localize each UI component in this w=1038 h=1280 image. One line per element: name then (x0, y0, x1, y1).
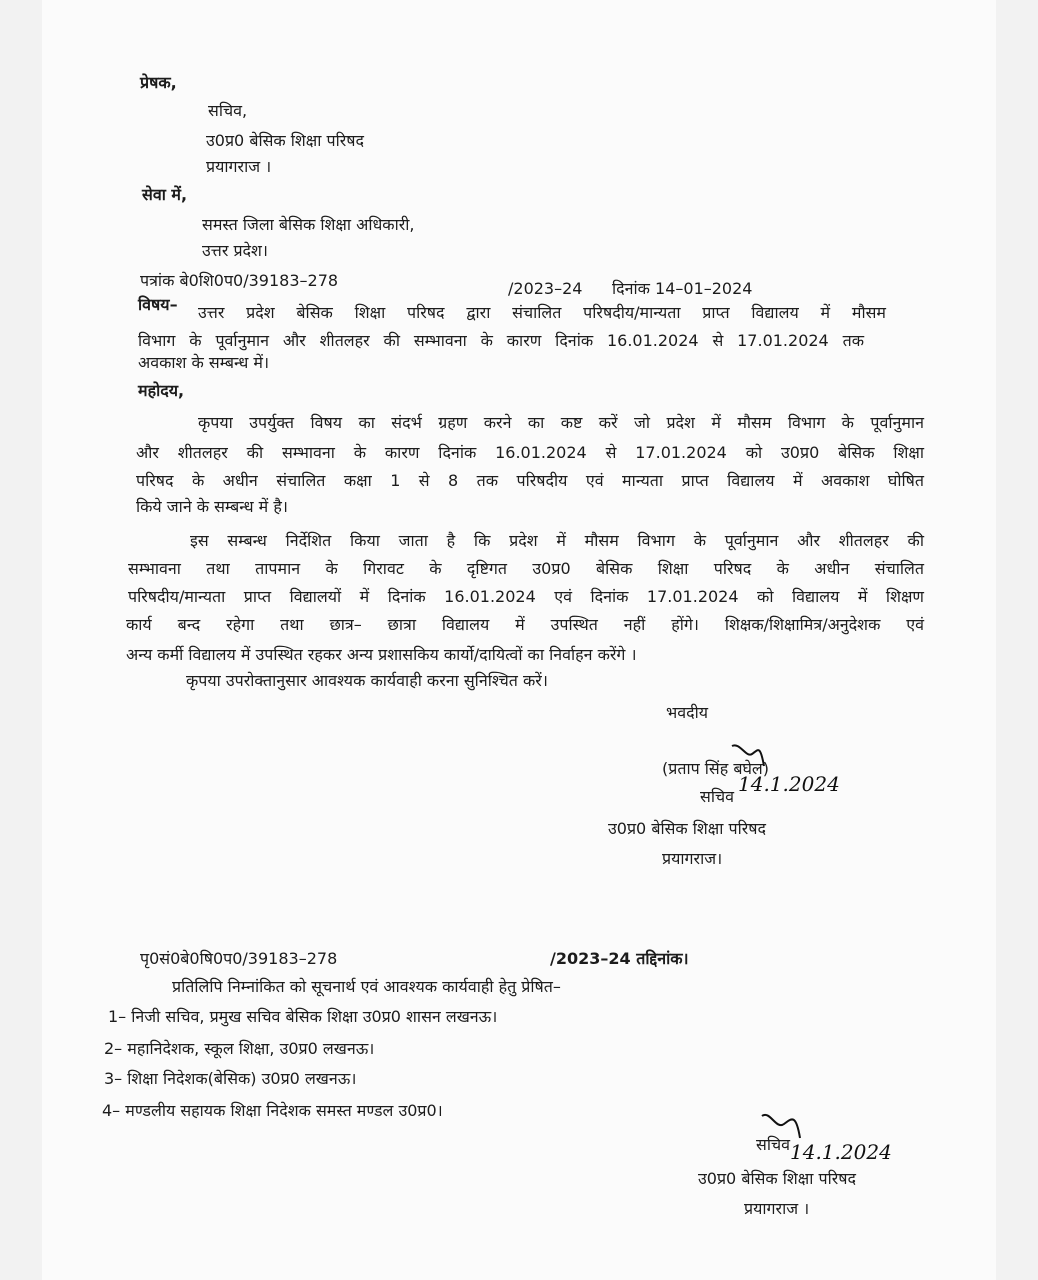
copy-number: पृ0सं0बे0षि0प0/39183–278 (140, 949, 338, 968)
sender-line-2: उ0प्र0 बेसिक शिक्षा परिषद (206, 131, 365, 150)
reference-year: /2023–24 (508, 279, 583, 298)
closing: भवदीय (666, 703, 709, 722)
subject-line-3: अवकाश के सम्बन्ध में। (138, 353, 270, 372)
sender-line-3: प्रयागराज । (206, 157, 272, 176)
para2-line-1: इस सम्बन्ध निर्देशित किया जाता है कि प्रदेश में मौसम विभाग के पूर्वानुमान और शीतलहर की (190, 531, 924, 550)
recipient-line-1: समस्त जिला बेसिक शिक्षा अधिकारी, (202, 215, 415, 234)
signatory-designation: सचिव (700, 787, 735, 806)
recipient-line-2: उत्तर प्रदेश। (202, 241, 268, 260)
sender-heading: प्रेषक, (140, 73, 177, 92)
para1-line-4: किये जाने के सम्बन्ध में है। (136, 497, 288, 516)
sender-line-1: सचिव, (208, 101, 248, 120)
copy-item-2: 2– महानिदेशक, स्कूल शिक्षा, उ0प्र0 लखनऊ। (104, 1039, 375, 1058)
para2-line-3: परिषदीय/मान्यता प्राप्त विद्यालयों में दिनांक 16.01.2024 एवं दिनांक 17.01.2024 को विद्यालय में शिक्षण (128, 587, 924, 606)
reference-date: दिनांक 14–01–2024 (612, 279, 753, 298)
copy-item-3: 3– शिक्षा निदेशक(बेसिक) उ0प्र0 लखनऊ। (104, 1069, 357, 1088)
reference-number: पत्रांक बे0शि0प0/39183–278 (140, 271, 339, 290)
para3: कृपया उपरोक्तानुसार आवश्यक कार्यवाही करना सुनिश्चित करें। (186, 671, 548, 690)
copy-signatory-city: प्रयागराज । (744, 1199, 810, 1218)
signatory-office: उ0प्र0 बेसिक शिक्षा परिषद (608, 819, 767, 838)
copy-signature-mark (756, 1108, 804, 1144)
para1-line-1: कृपया उपर्युक्त विषय का संदर्भ ग्रहण करने का कष्ट करें जो प्रदेश में मौसम विभाग के पूर्वानुमान (198, 413, 924, 432)
copy-signatory-designation: सचिव (756, 1135, 791, 1154)
signatory-city: प्रयागराज। (662, 849, 723, 868)
para1-line-3: परिषद के अधीन संचालित कक्षा 1 से 8 तक परिषदीय एवं मान्यता प्राप्त विद्यालय में अवकाश घोषित (136, 471, 924, 490)
para2-line-5: अन्य कर्मी विद्यालय में उपस्थित रहकर अन्य प्रशासकिय कार्यो/दायित्वों का निर्वाहन करेंगे । (126, 645, 637, 664)
signature-mark (728, 740, 768, 770)
copy-item-1: 1– निजी सचिव, प्रमुख सचिव बेसिक शिक्षा उ0प्र0 शासन लखनऊ। (108, 1007, 498, 1026)
subject-line-1: उत्तर प्रदेश बेसिक शिक्षा परिषद द्वारा संचालित परिषदीय/मान्यता प्राप्त विद्यालय में मौसम (198, 303, 886, 322)
signatory-name: (प्रताप सिंह बघेल) (662, 759, 770, 778)
para2-line-4: कार्य बन्द रहेगा तथा छात्र– छात्रा विद्यालय में उपस्थित नहीं होंगे। शिक्षक/शिक्षामित्र/अनुदेशक एवं (126, 615, 924, 634)
para1-line-2: और शीतलहर की सम्भावना के कारण दिनांक 16.01.2024 से 17.01.2024 को उ0प्र0 बेसिक शिक्षा (136, 443, 924, 462)
copy-intro: प्रतिलिपि निम्नांकित को सूचनार्थ एवं आवश्यक कार्यवाही हेतु प्रेषित– (172, 977, 561, 996)
copy-item-4: 4– मण्डलीय सहायक शिक्षा निदेशक समस्त मण्डल उ0प्र0। (102, 1101, 443, 1120)
copy-signature-date: 14.1.2024 (790, 1140, 892, 1164)
copy-year-date: /2023–24 तद्दिनांक। (550, 949, 689, 968)
recipient-heading: सेवा में, (142, 185, 188, 204)
subject-line-2: विभाग के पूर्वानुमान और शीतलहर की सम्भावना के कारण दिनांक 16.01.2024 से 17.01.2024 तक (138, 331, 864, 350)
copy-signatory-office: उ0प्र0 बेसिक शिक्षा परिषद (698, 1169, 857, 1188)
subject-label: विषय– (138, 295, 178, 314)
para2-line-2: सम्भावना तथा तापमान के गिरावट के दृष्टिगत उ0प्र0 बेसिक शिक्षा परिषद के अधीन संचालित (128, 559, 924, 578)
salutation: महोदय, (138, 381, 185, 400)
signature-date: 14.1.2024 (738, 772, 840, 796)
